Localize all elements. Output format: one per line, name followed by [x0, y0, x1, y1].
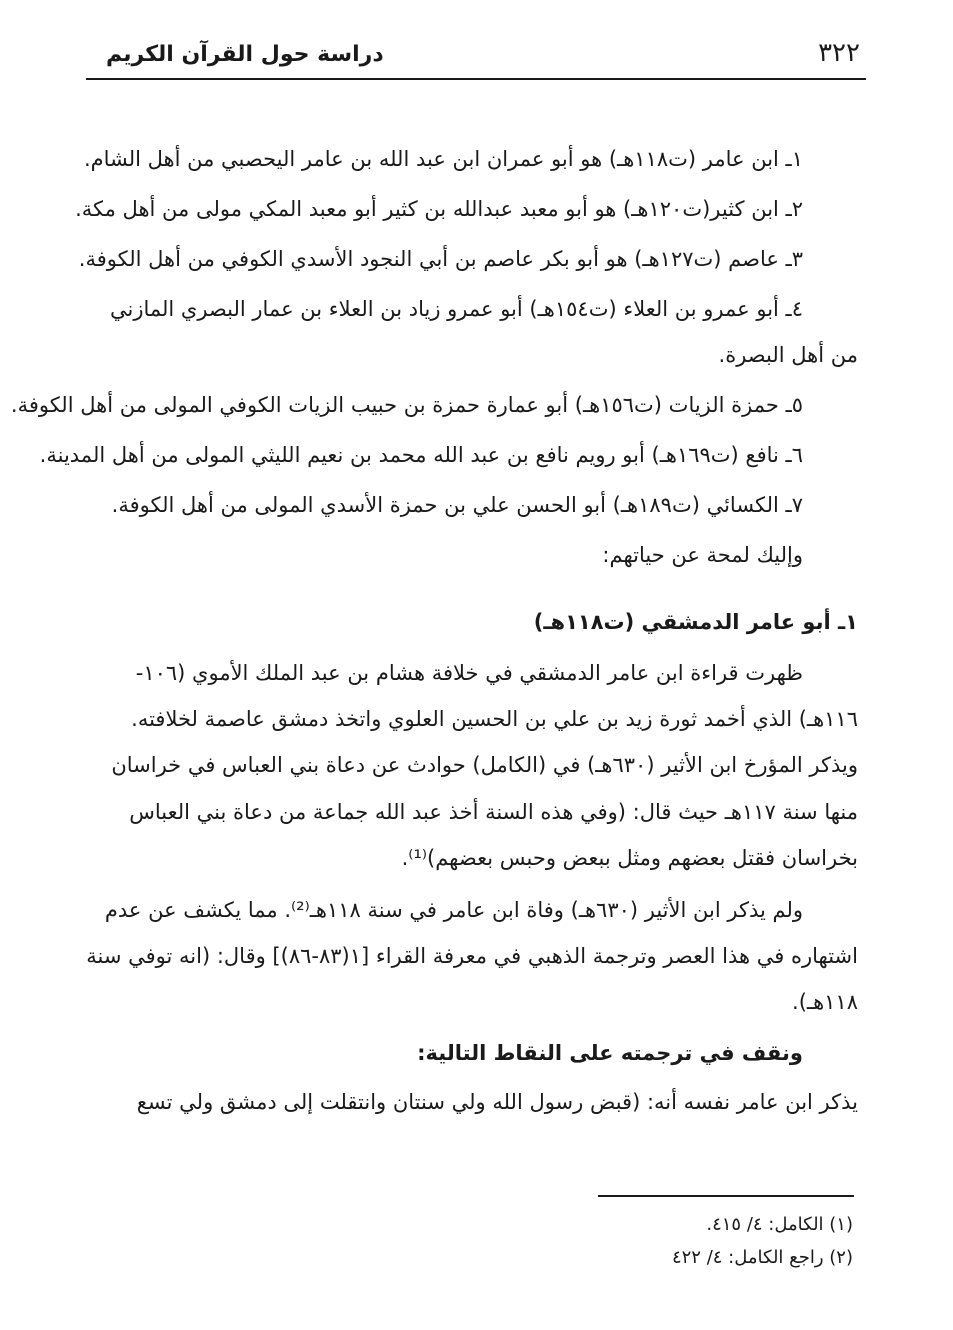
body-line: يذكر ابن عامر نفسه أنه: (قبض رسول الله ولي سنتان وانتقلت إلى دمشق ولي تسع [136, 1090, 858, 1114]
list-item-continuation: من أهل البصرة. [718, 343, 858, 367]
header-rule [86, 78, 866, 80]
subheading: ونقف في ترجمته على النقاط التالية: [417, 1041, 803, 1065]
list-item: ٢ـ ابن كثير(ت١٢٠هـ) هو أبو معبد عبدالله بن كثير أبو معبد المكي مولى من أهل مكة. [75, 197, 803, 221]
list-item: ٦ـ نافع (ت١٦٩هـ) أبو رويم نافع بن عبد الله محمد بن نعيم الليثي المولى من أهل المدينة. [39, 443, 803, 467]
section-heading: ١ـ أبو عامر الدمشقي (ت١١٨هـ) [533, 610, 858, 634]
body-line: اشتهاره في هذا العصر وترجمة الذهبي في معرفة القراء [١(٨٣-٨٦)] وقال: (انه توفي سنة [86, 944, 858, 968]
body-line: ظهرت قراءة ابن عامر الدمشقي في خلافة هشام بن عبد الملك الأموي (١٠٦- [135, 661, 803, 685]
body-line: منها سنة ١١٧هـ حيث قال: (وفي هذه السنة أخذ عبد الله جماعة من دعاة بني العباس [129, 800, 858, 824]
list-item: ٧ـ الكسائي (ت١٨٩هـ) أبو الحسن علي بن حمزة الأسدي المولى من أهل الكوفة. [111, 493, 803, 517]
footnote-rule [598, 1195, 854, 1197]
list-item: ٥ـ حمزة الزيات (ت١٥٦هـ) أبو عمارة حمزة بن حبيب الزيات الكوفي المولى من أهل الكوفة. [10, 393, 803, 417]
list-item: ١ـ ابن عامر (ت١١٨هـ) هو أبو عمران ابن عبد الله بن عامر اليحصبي من أهل الشام. [83, 147, 803, 171]
body-line: ١١٦هـ) الذي أخمد ثورة زيد بن علي بن الحسين العلوي واتخذ دمشق عاصمة لخلافته. [131, 707, 858, 731]
page-header [86, 28, 866, 78]
page-number: ٣٢٢ [818, 38, 860, 68]
body-line: ويذكر المؤرخ ابن الأثير (٦٣٠هـ) في (الكامل) حوادث عن دعاة بني العباس في خراسان [111, 753, 858, 777]
body-line: ولم يذكر ابن الأثير (٦٣٠هـ) وفاة ابن عامر في سنة ١١٨هـ⁽²⁾. مما يكشف عن عدم [104, 898, 803, 922]
body-line: ١١٨هـ). [792, 990, 858, 1014]
list-item: ٣ـ عاصم (ت١٢٧هـ) هو أبو بكر عاصم بن أبي النجود الأسدي الكوفي من أهل الكوفة. [78, 247, 803, 271]
running-title: دراسة حول القرآن الكريم [106, 42, 384, 67]
body-line: بخراسان فقتل بعضهم ومثل ببعض وحبس بعضهم)⁽¹⁾. [401, 846, 858, 870]
footnote-2: (٢) راجع الكامل: ٤/ ٤٢٢ [671, 1247, 853, 1268]
footnote-1: (١) الكامل: ٤/ ٤١٥. [706, 1214, 853, 1235]
list-item: ٤ـ أبو عمرو بن العلاء (ت١٥٤هـ) أبو عمرو زياد بن العلاء بن عمار البصري المازني [109, 297, 803, 321]
list-intro-line: وإليك لمحة عن حياتهم: [602, 543, 803, 567]
